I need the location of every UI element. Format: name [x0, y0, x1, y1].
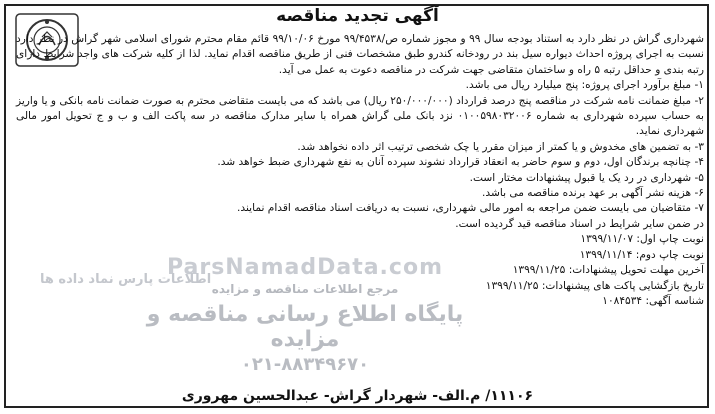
- date-line: نوبت چاپ دوم: ۱۳۹۹/۱۱/۱۴: [579, 248, 704, 261]
- watermark-portal: پایگاه اطلاع رسانی مناقصه و مزایده: [146, 302, 464, 352]
- watermark-brand: ParsNamadData.com: [166, 255, 443, 280]
- date-line: آخرین مهلت تحویل پیشنهادات: ۱۳۹۹/۱۱/۲۵: [512, 264, 704, 277]
- condition-item: ۲- مبلغ ضمانت نامه شرکت در مناقصه پنج درصد قرارداد (۲۵۰/۰۰۰/۰۰۰ ریال) می باشد که می بایست متقاضی محترم به صورت ضمانت نامه بانکی و یا واریز به حساب سپرده شهرداری به شماره ۰۱۰۰۵۹۸۰۳۲۰۰۶ نزد بانک ملی گراش همراه با سایر مدارک مناقصه در سه پاکت الف و ب و ج تحویل امور مالی شهرداری نماید.: [16, 94, 704, 138]
- condition-item: ۵- شهرداری در رد یک یا قبول پیشنهادات مختار است.: [469, 171, 704, 184]
- ad-title: آگهی تجدید مناقصه: [276, 6, 439, 26]
- condition-item: ۷- متقاضیان می بایست ضمن مراجعه به امور مالی شهرداری، نسبت به دریافت اسناد مناقصه اقدام نمایند.: [237, 202, 704, 215]
- ad-body: [16, 32, 704, 309]
- condition-item: ۳- به تضمین های مخدوش و یا کمتر از میزان مقرر یا چک شخصی ترتیب اثر داده نخواهد شد.: [297, 140, 704, 153]
- ad-footer: ۱۱۱۰۶/ م.الف- شهردار گراش- عبدالحسین مهروری: [181, 388, 534, 404]
- condition-item: ۴- چنانچه برندگان اول، دوم و سوم حاضر به انعقاد قرارداد نشوند سپرده آنان به نفع شهرداری ضبط خواهد شد.: [217, 156, 704, 169]
- intro-paragraph: شهرداری گراش در نظر دارد به استناد بودجه سال ۹۹ و مجوز شماره ص/۹۹/۴۵۳۸ مورخ ۹۹/۱۰/۰۶ قائم مقام محترم شورای اسلامی شهر گراش در نظر دارد نسبت به اجرای پروژه احداث دیواره سیل بند در رودخانه کندرو طبق مشخصات فنی از طریق مناقصه اقدام نماید. لذا از کلیه شرکت های واجد شرایط دارای رتبه بندی و حداقل رتبه ۵ راه و ساختمان متقاضی جهت شرکت در مناقصه دعوت به عمل می آید.: [16, 33, 704, 76]
- ad-id-line: شناسه آگهی: ۱۰۸۴۵۳۴: [602, 294, 704, 307]
- condition-item: ۶- هزینه نشر آگهی بر عهد برنده مناقصه می باشد.: [482, 187, 704, 200]
- watermark-side-text: اطلاعات پارس نماد داده ها: [40, 272, 212, 287]
- condition-item: ۱- مبلغ برآورد اجرای پروژه: پنج میلیارد ریال می باشد.: [465, 79, 704, 92]
- date-line: نوبت چاپ اول: ۱۳۹۹/۱۱/۰۷: [580, 233, 704, 246]
- watermark-phone: ۰۲۱-۸۸۳۴۹۶۷۰: [240, 354, 370, 375]
- date-line: تاریخ بازگشایی پاکت های پیشنهادات: ۱۳۹۹/۱۱/۲۵: [485, 279, 704, 292]
- watermark-tagline: مرجع اطلاعات مناقصه و مزایده: [211, 282, 399, 296]
- condition-item: در ضمن سایر شرایط در اسناد مناقصه قید گردیده است.: [455, 217, 704, 230]
